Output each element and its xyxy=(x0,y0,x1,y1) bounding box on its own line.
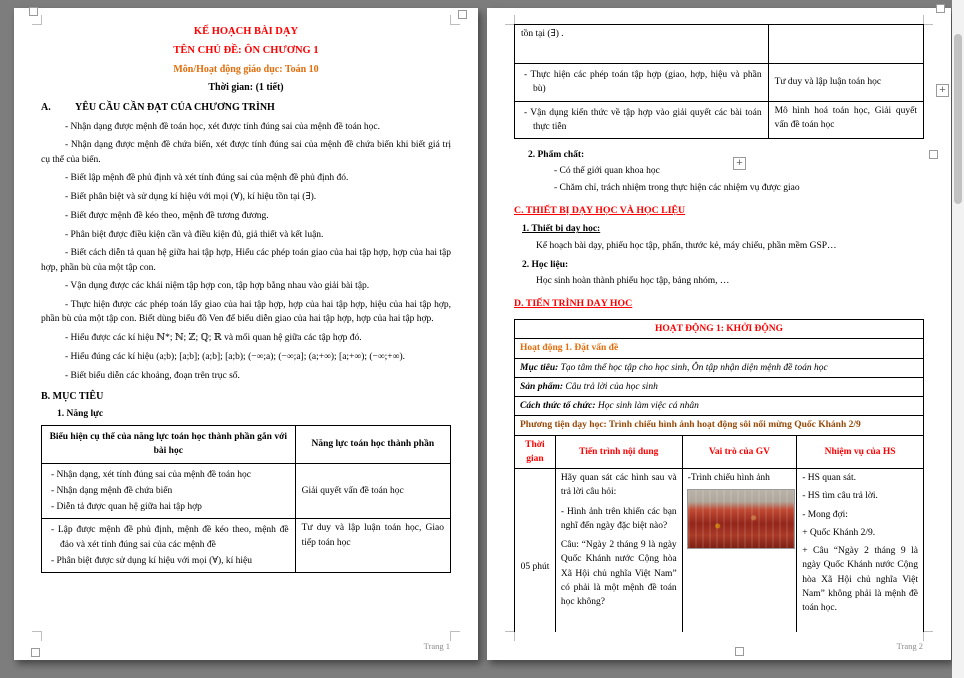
object-handle[interactable] xyxy=(458,10,467,19)
devices-text: Kế hoạch bài dạy, phiếu học tập, phấn, thước kẻ, máy chiếu, phần mềm GSP… xyxy=(536,240,837,251)
competency-cell: Mô hình hoá toán học, Giải quyết vấn đề toán học xyxy=(768,101,923,139)
behavior-item: - Nhận dạng mệnh đề chứa biến xyxy=(51,485,173,496)
activity-goal xyxy=(515,358,924,377)
activity-1-table[interactable] xyxy=(514,319,924,632)
crop-mark-icon xyxy=(923,15,933,25)
method-label: Cách thức tổ chức: xyxy=(520,401,596,412)
table-header-row xyxy=(42,426,451,464)
page-1-footer: Trang 1 xyxy=(423,641,450,651)
activity-header: HOẠT ĐỘNG 1: KHỞI ĐỘNG xyxy=(515,320,924,339)
competency-cell xyxy=(768,25,923,64)
gv-line: -Trình chiếu hình ảnh xyxy=(687,473,770,484)
page-2-footer: Trang 2 xyxy=(896,641,923,651)
vertical-scrollbar[interactable] xyxy=(952,0,964,678)
method-text: Học sinh làm việc cá nhân xyxy=(595,401,699,412)
table-row xyxy=(515,101,924,139)
activity-data-row xyxy=(515,469,924,632)
activity-goal-row xyxy=(515,358,924,377)
activity-subheader: Hoạt động 1. Đặt vấn đề xyxy=(515,339,924,358)
hs-cell xyxy=(797,469,924,632)
activity-media xyxy=(515,416,924,435)
table-row xyxy=(42,463,451,519)
behavior-item: - Vận dụng kiến thức về tập hợp vào giải quyết các bài toán thực tiễn xyxy=(524,107,762,132)
behaviors-cell: tồn tại (∃) . xyxy=(515,25,769,64)
media-label: Phương tiện dạy học: xyxy=(520,420,607,431)
hs-line: - Mong đợi: xyxy=(802,509,848,520)
goal-label: Mục tiêu: xyxy=(520,362,559,373)
col-header-gv: Vai trò của GV xyxy=(682,435,797,469)
section-a-heading xyxy=(41,100,451,115)
hs-line: + Câu “Ngày 2 tháng 9 là ngày Quốc Khánh nước Cộng hòa Xã Hội chủ nghĩa Việt Nam” không phải là mệnh đề toán học. xyxy=(802,546,918,614)
table-row xyxy=(42,519,451,573)
competency-table[interactable] xyxy=(41,425,451,573)
crop-mark-icon xyxy=(505,631,515,641)
hs-line: + Quốc Khánh 2/9. xyxy=(802,527,876,538)
section-c-heading: C. THIẾT BỊ DẠY HỌC VÀ HỌC LIỆU xyxy=(514,204,686,216)
requirement-paragraph: - Nhận dạng được mệnh đề chứa biến, xét được tính đúng sai của mệnh đề chứa biến khi biết giá trị cụ thể của biến. xyxy=(41,140,451,165)
requirement-paragraph: - Biết cách diễn tả quan hệ giữa hai tập hợp, Hiểu các phép toán giao của hai tập hợp, hợp của hai tập hợp, phần bù của một tập con. xyxy=(41,248,451,273)
content-line: - Hình ảnh trên khiến các bạn nghĩ đến ngày đặc biệt nào? xyxy=(560,506,677,531)
section-d-heading: D. TIẾN TRÌNH DẠY HỌC xyxy=(514,298,633,310)
competency-table-continued[interactable] xyxy=(514,24,924,139)
requirement-paragraph: - Biết được mệnh đề kéo theo, mệnh đề tương đương. xyxy=(65,210,269,221)
behaviors-cell xyxy=(515,101,769,139)
activity-product xyxy=(515,377,924,396)
activity-media-row xyxy=(515,416,924,435)
page-1-content xyxy=(41,24,451,632)
competency-cell: Tư duy và lập luận toán học, Giao tiếp toán học xyxy=(295,519,450,573)
behaviors-cell xyxy=(42,519,296,573)
section-b-heading: B. MỤC TIÊU xyxy=(41,390,104,402)
activity-subheader-row xyxy=(515,339,924,358)
devices-label: 1. Thiết bị dạy học: xyxy=(522,224,601,235)
doc-duration-line: Thời gian: (1 tiết) xyxy=(208,81,284,93)
table-row xyxy=(515,25,924,64)
col-header-hs: Nhiệm vụ của HS xyxy=(797,435,924,469)
gv-cell xyxy=(682,469,797,632)
media-text: Trình chiếu hình ảnh hoạt động sôi nổi mừng Quốc Khánh 2/9 xyxy=(606,420,861,431)
col-header-time: Thời gian xyxy=(515,435,556,469)
behavior-item: - Phân biệt được sử dụng kí hiệu với mọi (∀), kí hiệu xyxy=(51,555,253,566)
materials-text: Học sinh hoàn thành phiếu học tập, bảng nhóm, … xyxy=(536,276,730,287)
object-handle[interactable] xyxy=(936,4,945,13)
activity-method xyxy=(515,397,924,416)
pham-chat-heading: 2. Phẩm chất: xyxy=(528,150,585,160)
requirement-paragraph: - Phân biệt được điều kiện cần và điều kiện đủ, giả thiết và kết luận. xyxy=(65,229,324,240)
product-text: Câu trả lời của học sinh xyxy=(563,381,658,392)
crop-mark-icon xyxy=(923,631,933,641)
table-insert-handle-icon[interactable]: + xyxy=(936,84,949,97)
content-cell xyxy=(555,469,682,632)
hs-line: - HS quan sát. xyxy=(802,473,857,484)
requirement-paragraph: - Biết phân biệt và sử dụng kí hiệu với mọi (∀), kí hiệu tồn tại (∃). xyxy=(65,192,317,202)
competency-table-header-left: Biểu hiện cụ thể của năng lực toán học thành phần gắn với bài học xyxy=(42,426,296,464)
table-row xyxy=(515,64,924,102)
section-a-label: A. xyxy=(41,101,51,113)
page-2-content xyxy=(514,24,924,632)
scrollbar-thumb[interactable] xyxy=(954,34,962,204)
table-insert-handle-icon[interactable]: + xyxy=(733,157,746,170)
crop-mark-icon xyxy=(32,631,42,641)
col-header-content: Tiến trình nội dung xyxy=(555,435,682,469)
behavior-item: - Nhận dạng, xét tính đúng sai của mệnh đề toán học xyxy=(51,469,251,480)
requirement-paragraph: - Hiểu được các kí hiệu ℕ*; ℕ; ℤ; ℚ; ℝ và mối quan hệ giữa các tập hợp đó. xyxy=(65,333,362,343)
activity-columns-header-row xyxy=(515,435,924,469)
behavior-item: - Diễn tả được quan hệ giữa hai tập hợp xyxy=(51,502,202,512)
behaviors-cell xyxy=(515,64,769,102)
activity-method-row xyxy=(515,397,924,416)
product-label: Sản phẩm: xyxy=(520,381,564,392)
activity-product-row xyxy=(515,377,924,396)
requirement-paragraph: - Thực hiện được các phép toán lấy giao của hai tập hợp, hợp của hai tập hợp, hiệu của hai tập hợp, phần bù của một tập con. Biết dùng biểu đồ Ven để biểu diễn giao của hai tập hợp, hợp của hai tập hợp. xyxy=(41,300,451,325)
competency-table-header-right: Năng lực toán học thành phần xyxy=(295,426,450,464)
time-cell: 05 phút xyxy=(515,469,556,632)
crop-mark-icon xyxy=(450,631,460,641)
requirement-paragraph: - Vận dụng được các khái niệm tập hợp con, tập hợp bằng nhau vào giải bài tập. xyxy=(65,281,370,292)
hs-line: - HS tìm câu trả lời. xyxy=(802,491,878,502)
competency-cell: Tư duy và lập luận toán học xyxy=(768,64,923,102)
section-a-title: YÊU CẦU CẦN ĐẠT CỦA CHƯƠNG TRÌNH xyxy=(75,101,275,113)
page-2[interactable] xyxy=(487,8,951,660)
goal-text: Tạo tâm thế học tập cho học sinh, Ôn tập nhận diện mệnh đề toán học xyxy=(558,362,828,373)
pham-chat-item: - Chăm chỉ, trách nhiệm trong thực hiện các nhiệm vụ được giao xyxy=(554,182,800,193)
object-handle[interactable] xyxy=(735,647,744,656)
table-resize-handle[interactable] xyxy=(929,150,938,159)
behavior-item: - Thực hiện các phép toán tập hợp (giao, hợp, hiệu và phần bù) xyxy=(524,70,762,95)
pham-chat-item: - Có thế giới quan khoa học xyxy=(554,166,660,177)
nang-luc-heading: 1. Năng lực xyxy=(57,408,104,419)
page-1[interactable] xyxy=(14,8,478,660)
requirement-paragraph: - Nhận dạng được mệnh đề toán học, xét được tính đúng sai của mệnh đề toán học. xyxy=(65,121,381,132)
competency-cell: Giải quyết vấn đề toán học xyxy=(295,463,450,519)
content-line: Câu: “Ngày 2 tháng 9 là ngày Quốc Khánh nước Cộng hòa Xã Hội chủ nghĩa Việt Nam” có phải là một mệnh đề toán học không? xyxy=(560,540,677,608)
object-handle[interactable] xyxy=(31,648,40,657)
requirement-paragraph: - Biết biểu diễn các khoảng, đoạn trên trục số. xyxy=(65,370,240,381)
quoc-khanh-celebration-photo[interactable] xyxy=(688,490,794,548)
content-line: Hãy quan sát các hình sau và trả lời câu hỏi: xyxy=(560,473,677,498)
requirement-paragraph: - Hiểu đúng các kí hiệu (a;b); [a;b]; (a;b]; [a;b); (−∞;a); (−∞;a]; (a;+∞); [a;+∞); (−∞;+∞). xyxy=(65,351,405,362)
object-handle[interactable] xyxy=(29,7,38,16)
behaviors-cell xyxy=(42,463,296,519)
requirement-paragraph: - Biết lập mệnh đề phủ định và xét tính đúng sai của mệnh đề phủ định đó. xyxy=(65,173,349,184)
behavior-item: - Lập được mệnh đề phủ định, mệnh đề kéo theo, mệnh đề đảo và xét tính đúng sai của các mệnh đề xyxy=(51,525,289,550)
doc-title: KẾ HOẠCH BÀI DẠY xyxy=(193,26,299,37)
materials-label: 2. Học liệu: xyxy=(522,259,569,270)
doc-subject-line: Môn/Hoạt động giáo dục: Toán 10 xyxy=(173,63,319,75)
activity-header-row xyxy=(515,320,924,339)
doc-subtitle-topic: TÊN CHỦ ĐỀ: ÔN CHƯƠNG 1 xyxy=(173,44,319,56)
